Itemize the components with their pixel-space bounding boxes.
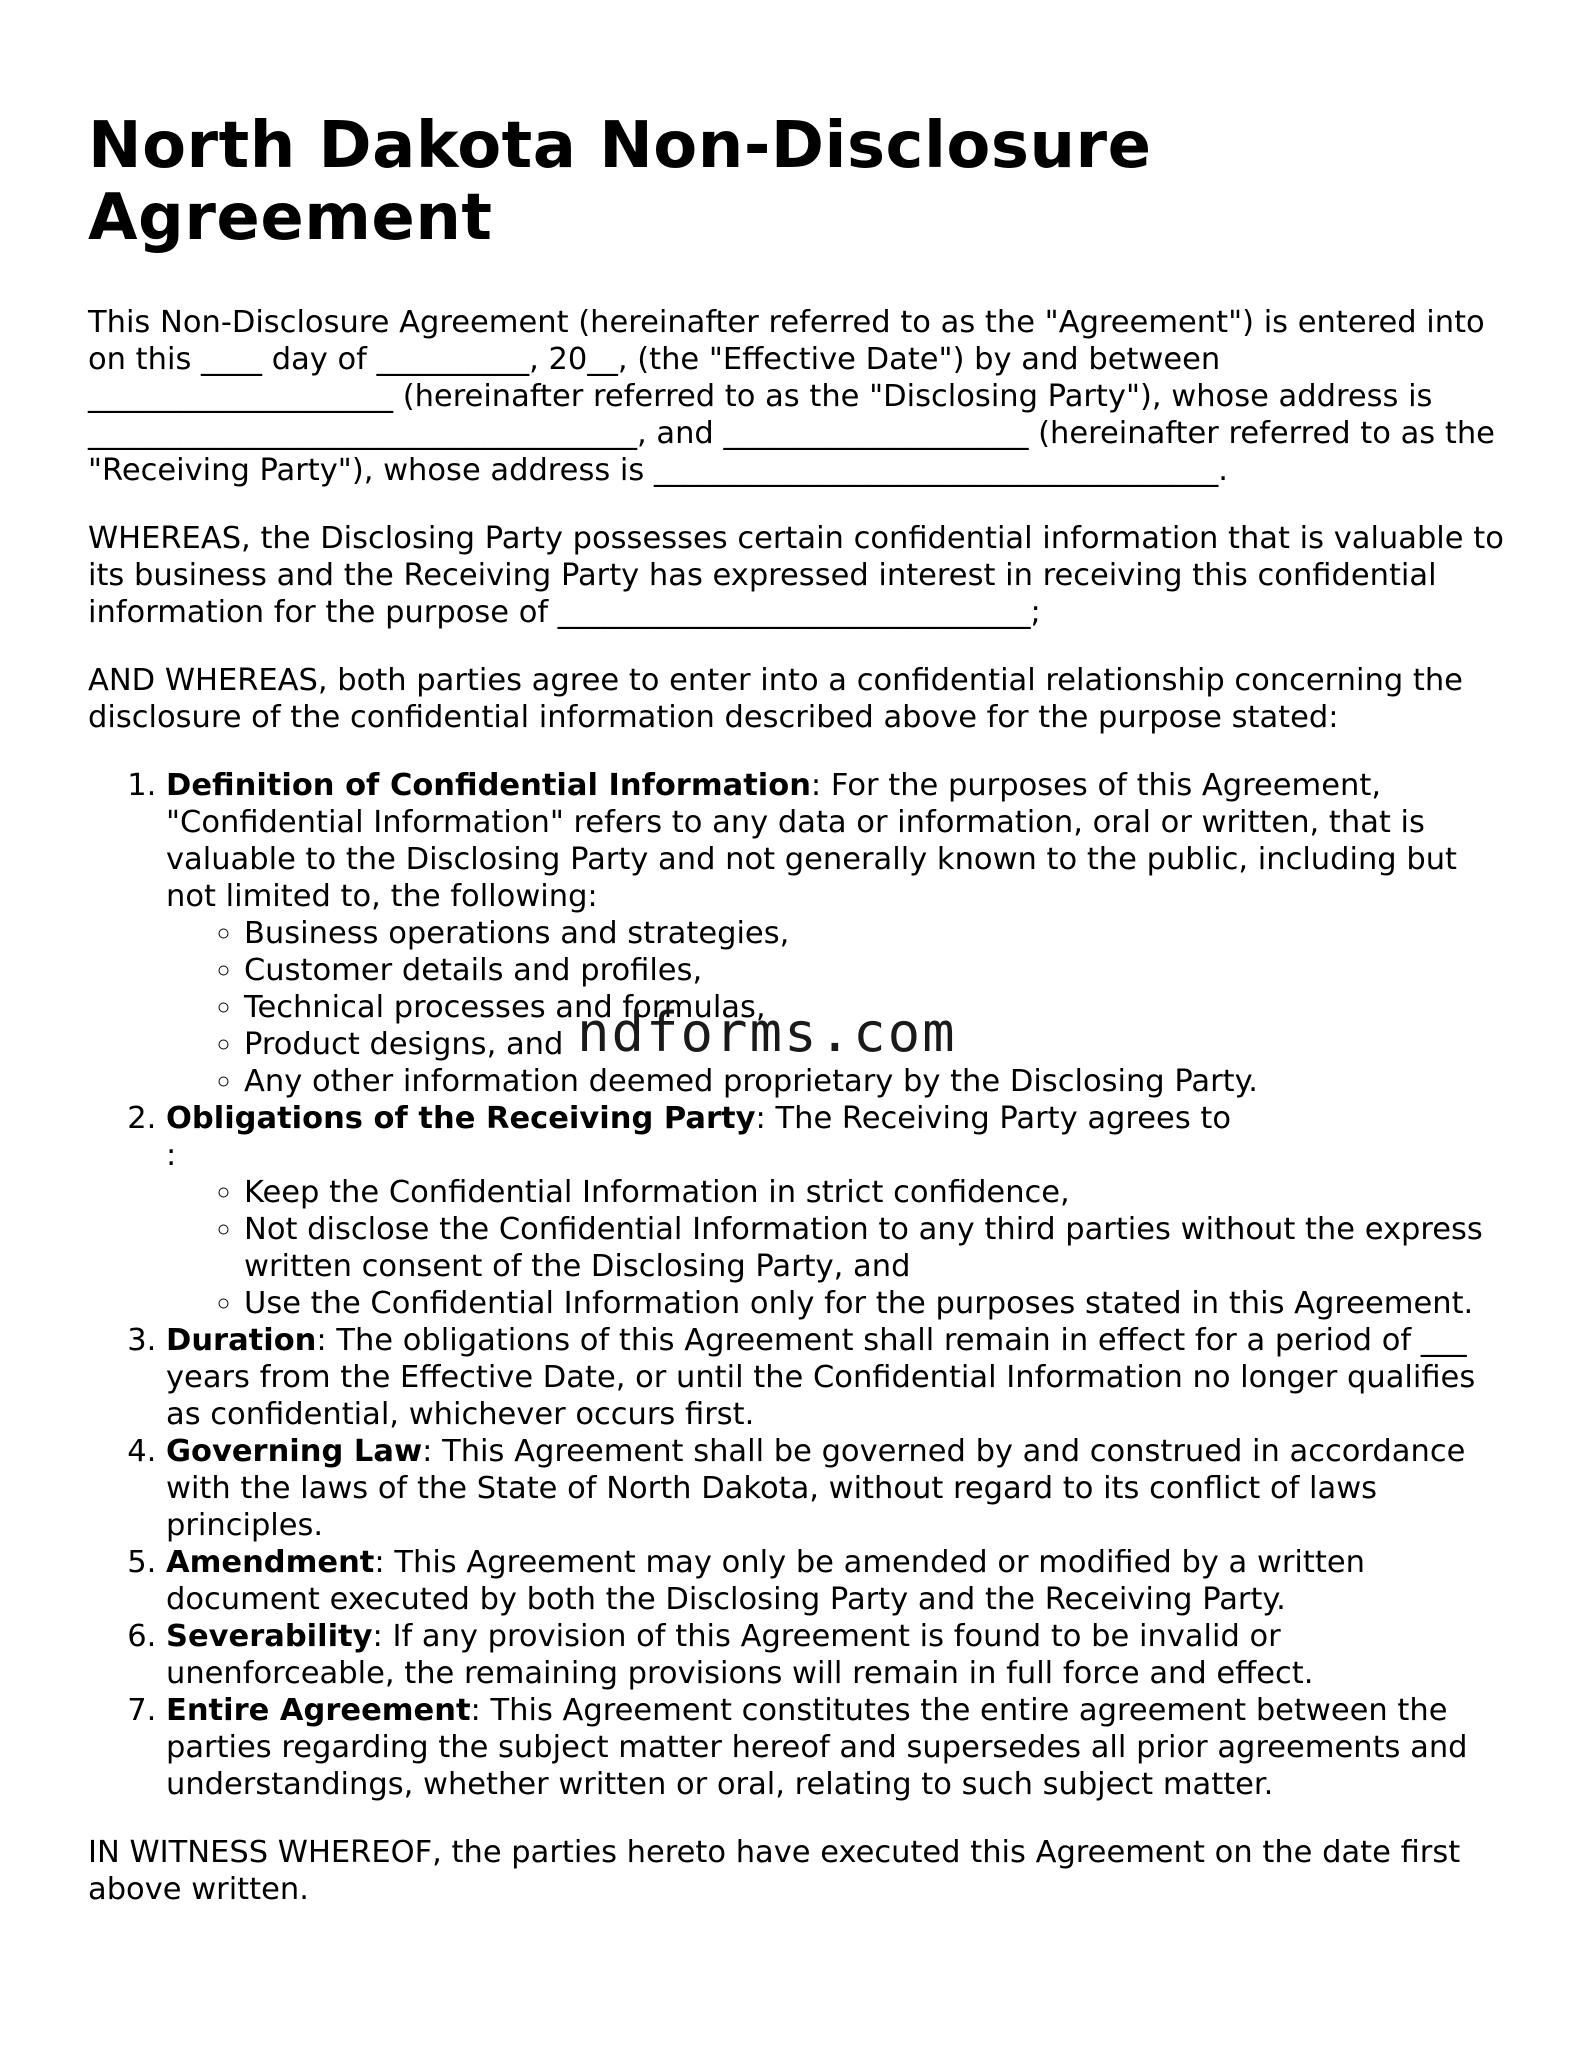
list-item: ◦ Customer details and profiles, <box>244 952 1508 989</box>
list-item: ◦ Technical processes and formulas, <box>244 989 1508 1026</box>
clause-term: Severability <box>166 1619 373 1654</box>
clause-text: : The Receiving Party agrees to <box>755 1101 1232 1136</box>
and-whereas-paragraph: AND WHEREAS, both parties agree to enter into a confidential relationship concerning the disclosure of the confidential information described above for the purpose stated: <box>88 663 1463 735</box>
clause-term: Governing Law <box>166 1434 423 1469</box>
watermark: ndforms.com <box>577 1001 957 1064</box>
document-title: North Dakota Non-Disclosure Agreement <box>88 109 1152 255</box>
clause-list <box>88 767 1508 1803</box>
list-item: ◦ Product designs, and <box>244 1026 1508 1063</box>
list-item: ◦ Business operations and strategies, <box>244 915 1508 952</box>
clause-text: : This Agreement may only be amended or modified by a written document executed by both the Disclosing Party and the Receiving Party. <box>166 1545 1365 1617</box>
list-item: ◦ Any other information deemed proprietary by the Disclosing Party. <box>244 1063 1508 1100</box>
whereas-paragraph: WHEREAS, the Disclosing Party possesses certain confidential information that is valuable to its business and the Receiving Party has expressed interest in receiving this confidential information for the purpose of _______________________________; <box>88 521 1504 630</box>
clause-amendment <box>166 1544 1508 1618</box>
clause-governing-law <box>166 1433 1508 1544</box>
list-item: ◦ Use the Confidential Information only for the purposes stated in this Agreement. <box>244 1285 1508 1322</box>
clause-text: : This Agreement shall be governed by and construed in accordance with the laws of the State of North Dakota, without regard to its conflict of laws principles. <box>166 1434 1466 1543</box>
clause-text: : This Agreement constitutes the entire agreement between the parties regarding the subject matter hereof and supersedes all prior agreements and understandings, whether written or oral, relating to such subject matter. <box>166 1693 1468 1802</box>
clause-duration <box>166 1322 1508 1433</box>
clause-trailer: : <box>166 1138 177 1173</box>
clause-severability <box>166 1618 1508 1692</box>
clause-text: : For the purposes of this Agreement, "Confidential Information" refers to any data or information, oral or written, that is valuable to the Disclosing Party and not generally known to the public, including but not limited to, the following: <box>166 768 1458 914</box>
clause-entire-agreement <box>166 1692 1508 1803</box>
clause-term: Entire Agreement <box>166 1693 471 1728</box>
clause-term: Definition of Confidential Information <box>166 768 811 803</box>
clause-term: Duration <box>166 1323 317 1358</box>
clause-term: Obligations of the Receiving Party <box>166 1101 756 1136</box>
clause-term: Amendment <box>166 1545 375 1580</box>
clause-sublist <box>166 1174 1508 1322</box>
list-item: ◦ Not disclose the Confidential Information to any third parties without the express written consent of the Disclosing Party, and <box>244 1211 1508 1285</box>
clause-text: : The obligations of this Agreement shall remain in effect for a period of ___ years from the Effective Date, or until the Confidential Information no longer qualifies as confidential, whichever occurs first. <box>166 1323 1476 1432</box>
clause-obligations <box>166 1100 1508 1322</box>
intro-paragraph: This Non-Disclosure Agreement (hereinafter referred to as the "Agreement") is entered into on this ____ day of __________, 20__, (the "Effective Date") by and between ____________________ (hereinafter referred to as the "Disclosing Party"), whose address is ____________________________________, and ____________________ (hereinafter referred to as the "Receiving Party"), whose address is _____________________________________. <box>88 305 1495 488</box>
closing-paragraph: IN WITNESS WHEREOF, the parties hereto have executed this Agreement on the date first above written. <box>88 1835 1461 1907</box>
list-item: ◦ Keep the Confidential Information in strict confidence, <box>244 1174 1508 1211</box>
clause-text: : If any provision of this Agreement is found to be invalid or unenforceable, the remaining provisions will remain in full force and effect. <box>166 1619 1314 1691</box>
